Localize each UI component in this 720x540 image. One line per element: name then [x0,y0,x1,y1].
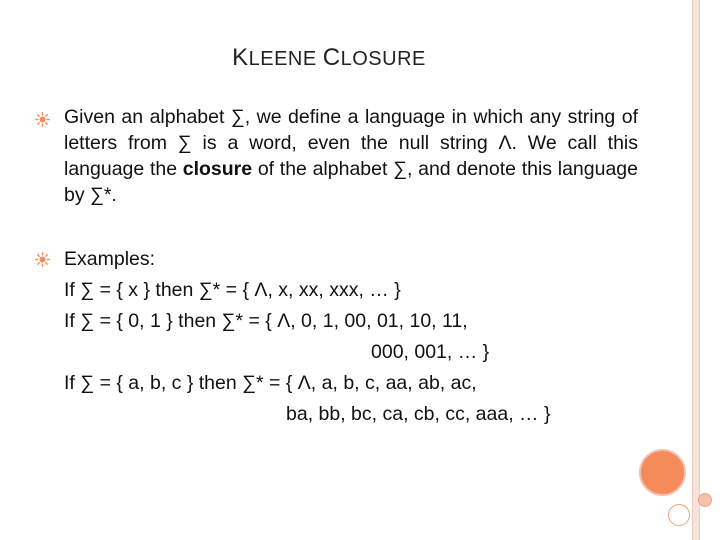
sun-bullet-icon [35,112,50,127]
examples-block [64,244,664,430]
example-line-continuation: ba, bb, bc, ca, cb, cc, aaa, … } [286,403,551,425]
examples-heading: Examples: [64,248,156,270]
closure-term: closure [182,158,253,180]
slide-title: KLEENE CLOSURE [232,44,426,71]
example-line: If ∑ = { a, b, c } then ∑* = { Λ, a, b, c, aa, ab, ac, [64,372,477,394]
example-line: If ∑ = { x } then ∑* = { Λ, x, xx, xxx, … } [64,279,401,301]
decorative-circle-large [639,449,686,496]
closure-definition-paragraph: Given an alphabet ∑, we define a language in which any string of letters from ∑ is a word, even the null string Λ. We call this language the closure of the alphabet ∑, and denote this language by ∑*. [64,106,638,206]
example-line-continuation: 000, 001, … } [371,341,490,363]
decorative-side-rail [692,0,700,540]
example-line: If ∑ = { 0, 1 } then ∑* = { Λ, 0, 1, 00, 01, 10, 11, [64,310,468,332]
decorative-circle-tiny [698,493,712,507]
sun-bullet-icon [35,252,50,267]
decorative-circle-small [668,504,690,526]
